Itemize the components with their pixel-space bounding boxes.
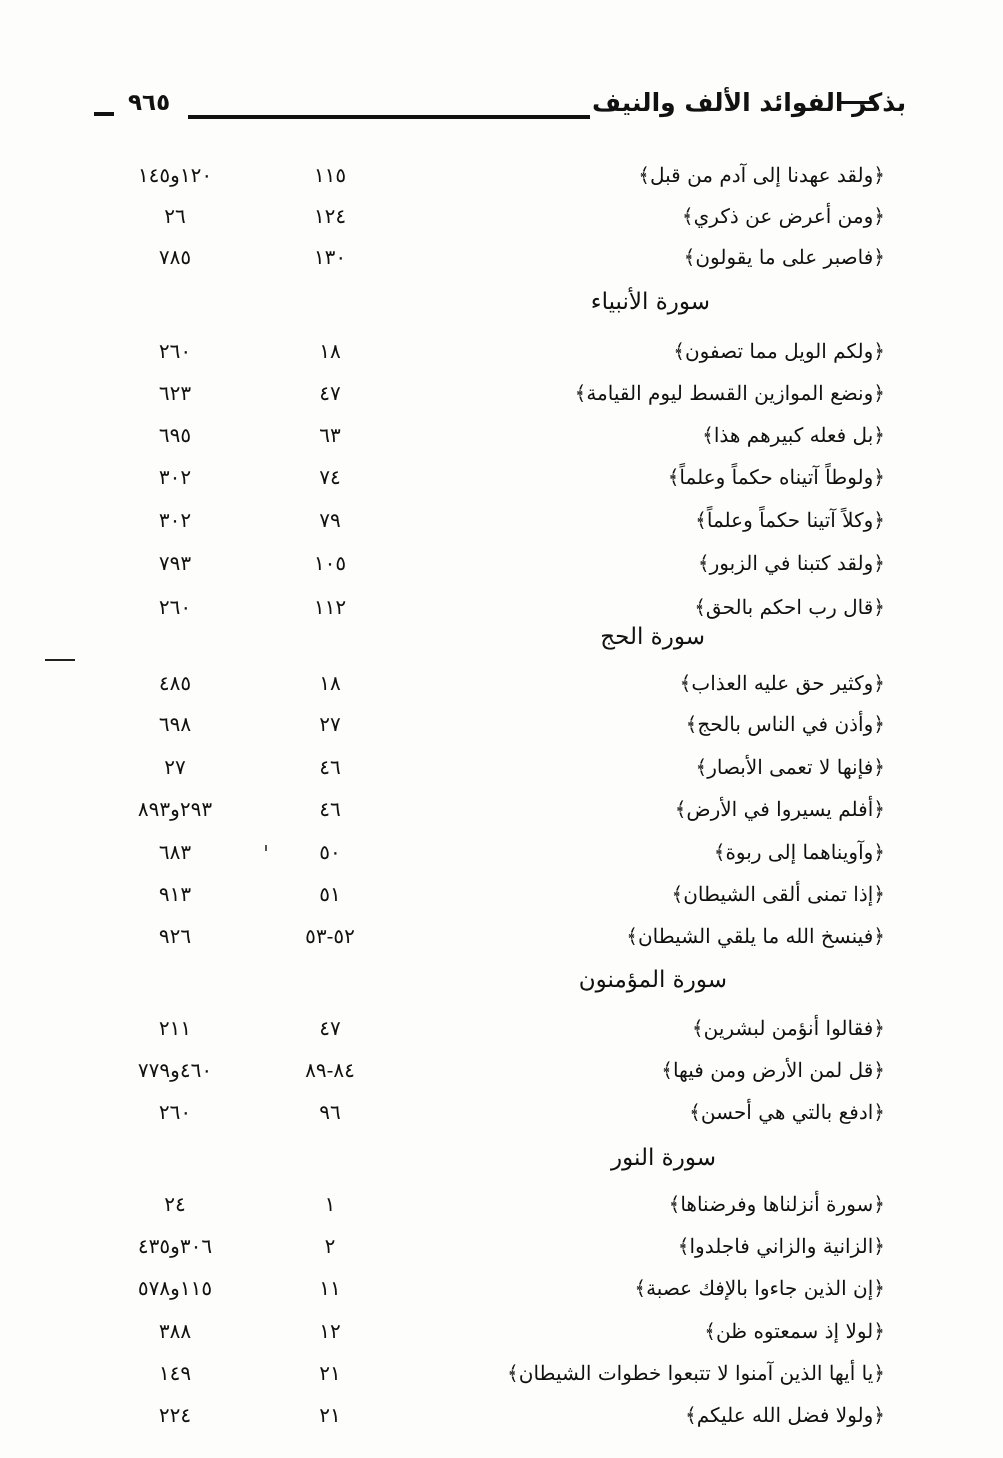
page-reference: ٣٨٨ <box>158 1319 192 1343</box>
page-reference: ٢٢٤ <box>158 1403 192 1427</box>
ayah-number: ٥٢-٥٣ <box>305 924 355 948</box>
index-row <box>0 1400 1003 1440</box>
ayah-number: ٤٧ <box>319 381 341 405</box>
verse-text: ﴿ولقد كتبنا في الزبور﴾ <box>697 551 885 575</box>
page-reference: ٧٩٣ <box>158 551 192 575</box>
index-row <box>0 668 1003 708</box>
ayah-number: ٢١ <box>319 1403 341 1427</box>
page-reference: ٢٦٠ <box>158 595 192 619</box>
page-reference: ٧٨٥ <box>158 245 192 269</box>
page-reference: ٦٢٣ <box>158 381 192 405</box>
ayah-number: ٢٧ <box>319 712 341 736</box>
index-row <box>0 548 1003 588</box>
verse-text: ﴿إن الذين جاءوا بالإفك عصبة﴾ <box>634 1276 885 1300</box>
page-reference: ٩١٣ <box>158 882 192 906</box>
ayah-number: ١٨ <box>319 339 341 363</box>
page-reference: ٦٨٣ <box>158 840 192 864</box>
ayah-number: ١٢٤ <box>313 204 347 228</box>
ayah-number: ١٨ <box>319 671 341 695</box>
verse-text: ﴿إذا تمنى ألقى الشيطان﴾ <box>671 882 885 906</box>
ayah-number: ٧٤ <box>319 465 341 489</box>
page-reference: ٩٢٦ <box>158 924 192 948</box>
ayah-number: ١١٥ <box>313 163 347 187</box>
header-rule <box>188 115 590 119</box>
ayah-number: ٥١ <box>319 882 341 906</box>
index-row <box>0 160 1003 200</box>
ayah-number: ٦٣ <box>319 423 341 447</box>
index-row <box>0 1231 1003 1271</box>
index-row <box>0 709 1003 749</box>
page-reference: ١٢٠و١٤٥ <box>137 163 213 187</box>
ayah-number: ١٢ <box>319 1319 341 1343</box>
index-row <box>0 1013 1003 1053</box>
verse-text: ﴿قال رب احكم بالحق﴾ <box>694 595 885 619</box>
page-reference: ٣٠٢ <box>158 508 192 532</box>
verse-text: ﴿ومن أعرض عن ذكري﴾ <box>681 204 885 228</box>
verse-text: ﴿وكثير حق عليه العذاب﴾ <box>679 671 885 695</box>
index-row <box>0 1316 1003 1356</box>
index-row <box>0 420 1003 460</box>
ayah-number: ٤٦ <box>319 797 341 821</box>
page-reference: ٢٦٠ <box>158 1100 192 1124</box>
verse-text: ﴿ونضع الموازين القسط ليوم القيامة﴾ <box>574 381 885 405</box>
index-row <box>0 794 1003 834</box>
index-row <box>0 1189 1003 1229</box>
page-reference: ٢٩٣و٨٩٣ <box>137 797 213 821</box>
verse-text: ﴿فإنها لا تعمى الأبصار﴾ <box>695 755 885 779</box>
index-row <box>0 462 1003 502</box>
verse-text: ﴿أفلم يسيروا في الأرض﴾ <box>674 797 885 821</box>
page-reference: ٦٩٥ <box>158 423 192 447</box>
page-reference: ١٤٩ <box>158 1361 192 1385</box>
index-row <box>0 921 1003 961</box>
surah-heading: سورة الحج <box>600 624 705 650</box>
ayah-number: ١١ <box>319 1276 341 1300</box>
ayah-number: ١١٢ <box>313 595 347 619</box>
page-reference: ٢٦ <box>164 204 186 228</box>
index-row <box>0 592 1003 632</box>
surah-heading: سورة الأنبياء <box>590 289 710 315</box>
verse-text: ﴿ولولا فضل الله عليكم﴾ <box>685 1403 885 1427</box>
ayah-number: ٥٠ <box>319 840 341 864</box>
index-row <box>0 505 1003 545</box>
page-reference: ١١٥و٥٧٨ <box>137 1276 213 1300</box>
margin-mark <box>45 659 75 661</box>
verse-text: ﴿ولكم الويل مما تصفون﴾ <box>673 339 885 363</box>
index-row <box>0 879 1003 919</box>
ayah-number: ١٣٠ <box>313 245 347 269</box>
verse-text: ﴿وأذن في الناس بالحج﴾ <box>685 712 885 736</box>
surah-heading: سورة المؤمنون <box>578 967 727 993</box>
page-reference: ٤٦٠و٧٧٩ <box>137 1058 213 1082</box>
verse-text: ﴿يا أيها الذين آمنوا لا تتبعوا خطوات الشيطان﴾ <box>507 1361 885 1385</box>
ayah-number: ٩٦ <box>319 1100 341 1124</box>
index-row <box>0 837 1003 877</box>
page-reference: ٣٠٦و٤٣٥ <box>137 1234 213 1258</box>
verse-text: ﴿بل فعله كبيرهم هذا﴾ <box>702 423 885 447</box>
ayah-number: ١ <box>324 1192 336 1216</box>
verse-text: ﴿لولا إذ سمعتوه ظن﴾ <box>704 1319 885 1343</box>
ayah-number: ٨٤-٨٩ <box>305 1058 355 1082</box>
verse-text: ﴿وكلاً آتينا حكماً وعلماً﴾ <box>695 508 885 532</box>
verse-text: ﴿فينسخ الله ما يلقي الشيطان﴾ <box>626 924 885 948</box>
verse-text: ﴿سورة أنزلناها وفرضناها﴾ <box>668 1192 885 1216</box>
page-reference: ٦٩٨ <box>158 712 192 736</box>
index-row <box>0 1055 1003 1095</box>
index-row <box>0 378 1003 418</box>
index-row <box>0 1097 1003 1137</box>
index-row <box>0 336 1003 376</box>
ayah-number: ٢١ <box>319 1361 341 1385</box>
index-row <box>0 1358 1003 1398</box>
ayah-number: ٤٧ <box>319 1016 341 1040</box>
surah-heading: سورة النور <box>611 1145 716 1171</box>
running-title: بذكر الفوائد الألف والنيف <box>592 88 907 117</box>
verse-text: ﴿وآويناهما إلى ربوة﴾ <box>713 840 885 864</box>
page-number: ٩٦٥ <box>128 90 171 116</box>
page-reference: ٤٨٥ <box>158 671 192 695</box>
index-row <box>0 242 1003 282</box>
page-reference: ٣٠٢ <box>158 465 192 489</box>
page-reference: ٢٦٠ <box>158 339 192 363</box>
ayah-number: ٧٩ <box>319 508 341 532</box>
verse-text: ﴿الزانية والزاني فاجلدوا﴾ <box>677 1234 885 1258</box>
verse-text: ﴿قل لمن الأرض ومن فيها﴾ <box>661 1058 885 1082</box>
index-row <box>0 752 1003 792</box>
ayah-number: ٤٦ <box>319 755 341 779</box>
index-row <box>0 201 1003 241</box>
ayah-number: ٢ <box>324 1234 336 1258</box>
verse-text: ﴿فقالوا أنؤمن لبشرين﴾ <box>691 1016 885 1040</box>
page-reference: ٢٧ <box>164 755 186 779</box>
page-reference: ٢١١ <box>158 1016 192 1040</box>
header-rule-left <box>94 112 114 116</box>
verse-text: ﴿ادفع بالتي هي أحسن﴾ <box>689 1100 885 1124</box>
verse-text: ﴿ولوطاً آتيناه حكماً وعلماً﴾ <box>667 465 885 489</box>
page-reference: ٢٤ <box>164 1192 186 1216</box>
index-row <box>0 1273 1003 1313</box>
ayah-number: ١٠٥ <box>313 551 347 575</box>
verse-text: ﴿فاصبر على ما يقولون﴾ <box>683 245 885 269</box>
verse-text: ﴿ولقد عهدنا إلى آدم من قبل﴾ <box>638 163 885 187</box>
